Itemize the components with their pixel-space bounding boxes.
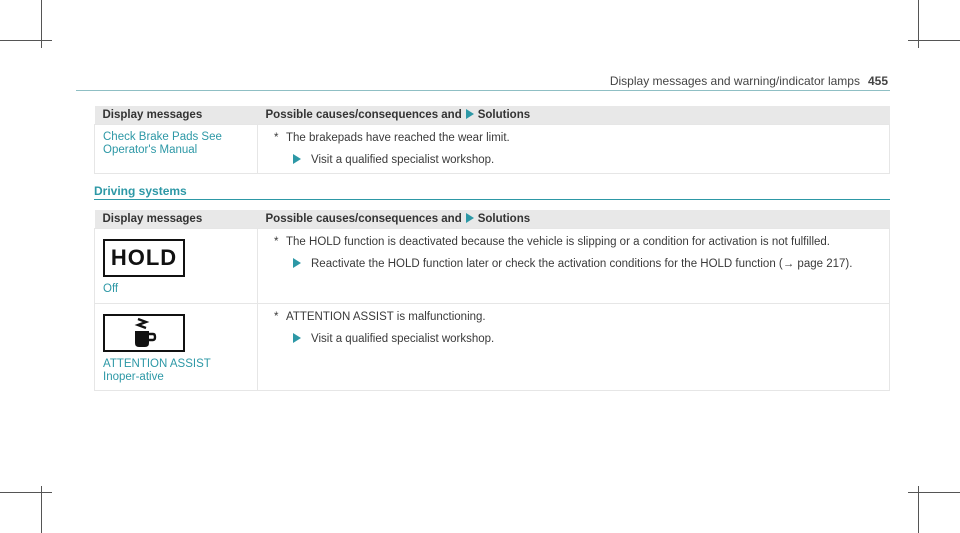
message-text: Off	[103, 283, 119, 295]
crop-mark	[0, 40, 52, 41]
cause-text: The brakepads have reached the wear limit.	[286, 132, 510, 144]
header-causes-solutions: Possible causes/consequences and Solutions	[258, 106, 890, 125]
running-head	[610, 74, 888, 88]
crop-mark	[41, 486, 42, 533]
header-display-messages: Display messages	[95, 210, 258, 229]
page-number: 455	[867, 74, 888, 88]
running-head-title: Display messages and warning/indicator lamps	[609, 74, 860, 88]
table-row	[95, 304, 890, 391]
table-row	[95, 229, 890, 304]
crop-mark	[908, 492, 960, 493]
cause-cell: * The brakepads have reached the wear limit. Visit a qualified specialist workshop.	[258, 125, 890, 174]
cause-text: ATTENTION ASSIST is malfunctioning.	[286, 311, 486, 323]
solution-text: Visit a qualified specialist workshop.	[311, 333, 495, 345]
solution-text: Visit a qualified specialist workshop.	[311, 154, 495, 166]
cause-text: The HOLD function is deactivated because the vehicle is slipping or a condition for activation is not fulfilled.	[286, 236, 830, 248]
coffee-cup-icon	[103, 314, 185, 352]
header-display-messages: Display messages	[95, 106, 258, 125]
crop-mark	[918, 486, 919, 533]
solution-arrow-icon	[293, 154, 301, 164]
cause-cell: * ATTENTION ASSIST is malfunctioning. Visit a qualified specialist workshop.	[258, 304, 890, 391]
solution-arrow-icon	[293, 333, 301, 343]
crop-mark	[0, 492, 52, 493]
hold-icon: HOLD	[103, 239, 185, 277]
section-rule	[94, 199, 890, 200]
header-rule	[76, 90, 890, 91]
message-table-driving	[94, 210, 890, 391]
table-row	[95, 125, 890, 174]
solution-arrow-icon	[466, 213, 474, 223]
solution-text: Reactivate the HOLD function later or check the activation conditions for the HOLD function (→ page 217).	[311, 258, 853, 270]
section-title: Driving systems	[94, 184, 187, 198]
message-text: Check Brake Pads See Operator's Manual	[103, 131, 222, 156]
solution-arrow-icon	[466, 109, 474, 119]
message-cell	[95, 304, 258, 391]
message-table-brake	[94, 106, 890, 174]
message-cell	[95, 229, 258, 304]
header-causes-solutions: Possible causes/consequences and Solutions	[258, 210, 890, 229]
message-cell	[95, 125, 258, 174]
cause-cell: * The HOLD function is deactivated because the vehicle is slipping or a condition for activation is not fulfilled. Reactivate the HOLD function later or check the activation conditions for the HOLD function (→ page 217).	[258, 229, 890, 304]
solution-arrow-icon	[293, 258, 301, 268]
coffee-cup-icon-svg	[124, 317, 164, 349]
message-text: ATTENTION ASSIST Inoper-ative	[103, 358, 211, 383]
crop-mark	[908, 40, 960, 41]
